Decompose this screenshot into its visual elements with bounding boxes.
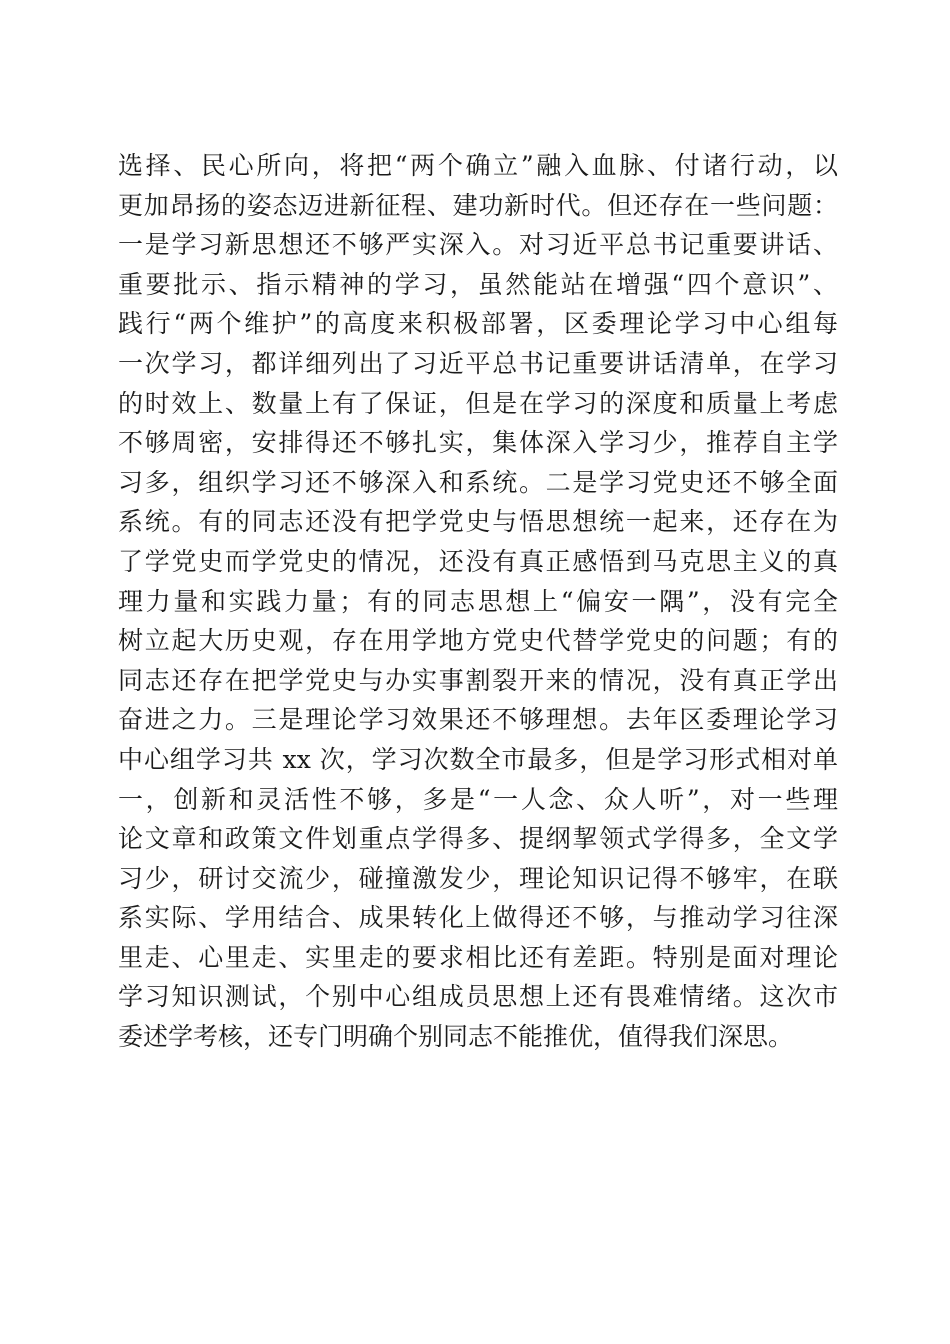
text-line-13: 树立起大历史观，存在用学地方党史代替学党史的问题；有的 (118, 626, 838, 656)
text-line-23: 委述学考核，还专门明确个别同志不能推优，值得我们深思。 (118, 1022, 794, 1052)
text-line-1: 选择、民心所向，将把“两个确立”融入血脉、付诸行动，以 (118, 151, 838, 180)
text-line-7: 的时效上、数量上有了保证，但是在学习的深度和质量上考虑 (118, 388, 838, 418)
text-line-4: 重要批示、指示精神的学习，虽然能站在增强“四个意识”、 (118, 269, 838, 299)
body-paragraph (118, 146, 838, 1057)
text-line-21: 里走、心里走、实里走的要求相比还有差距。特别是面对理论 (118, 942, 838, 972)
text-line-16: 中心组学习共 xx 次，学习次数全市最多，但是学习形式相对单 (118, 744, 838, 774)
text-line-5: 践行“两个维护”的高度来积极部署，区委理论学习中心组每 (118, 309, 838, 339)
text-line-11: 了学党史而学党史的情况，还没有真正感悟到马克思主义的真 (118, 546, 838, 576)
text-line-8: 不够周密，安排得还不够扎实，集体深入学习少，推荐自主学 (118, 428, 838, 458)
text-line-12: 理力量和实践力量；有的同志思想上“偏安一隅”，没有完全 (118, 586, 838, 616)
text-line-19: 习少，研讨交流少，碰撞激发少，理论知识记得不够牢，在联 (118, 863, 838, 893)
text-line-18: 论文章和政策文件划重点学得多、提纲挈领式学得多，全文学 (118, 824, 838, 854)
text-line-9: 习多，组织学习还不够深入和系统。二是学习党史还不够全面 (118, 467, 838, 497)
text-line-10: 系统。有的同志还没有把学党史与悟思想统一起来，还存在为 (118, 507, 838, 537)
text-line-15: 奋进之力。三是理论学习效果还不够理想。去年区委理论学习 (118, 705, 838, 735)
text-line-14: 同志还存在把学党史与办实事割裂开来的情况，没有真正学出 (118, 665, 838, 695)
text-line-22: 学习知识测试，个别中心组成员思想上还有畏难情绪。这次市 (118, 982, 838, 1012)
text-line-2: 更加昂扬的姿态迈进新征程、建功新时代。但还存在一些问题： (118, 190, 838, 220)
text-line-3: 一是学习新思想还不够严实深入。对习近平总书记重要讲话、 (118, 230, 838, 260)
text-line-20: 系实际、学用结合、成果转化上做得还不够，与推动学习往深 (118, 903, 838, 933)
text-line-6: 一次学习，都详细列出了习近平总书记重要讲话清单，在学习 (118, 348, 838, 378)
text-line-17: 一，创新和灵活性不够，多是“一人念、众人听”，对一些理 (118, 784, 838, 814)
